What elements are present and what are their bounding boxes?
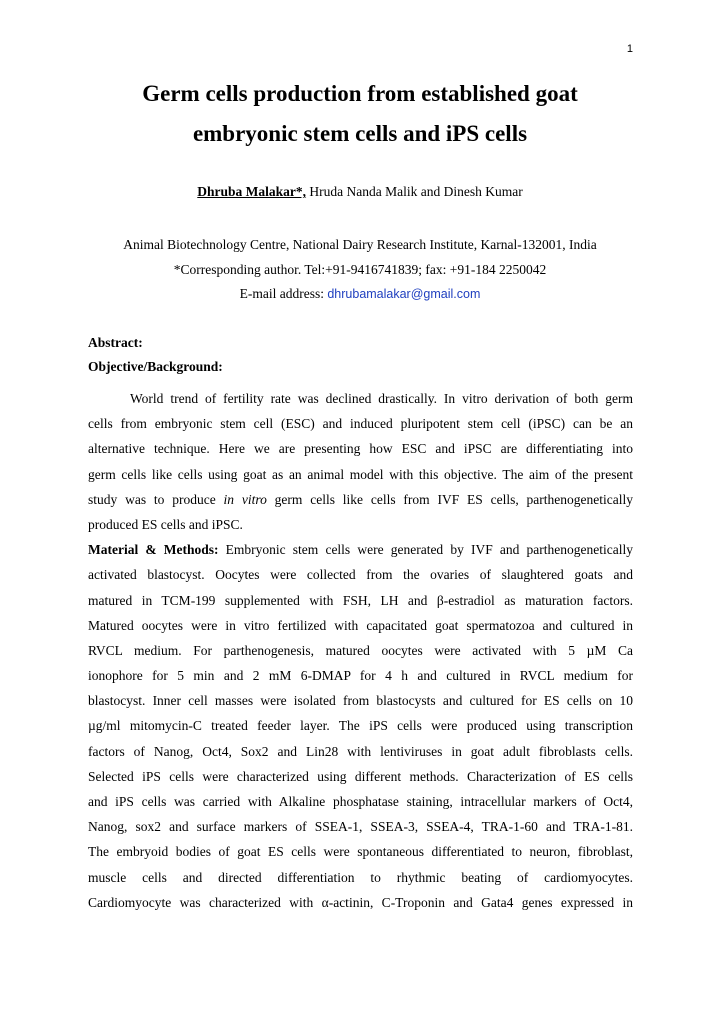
objective-line: germ cells like cells using goat as an animal model with this objective. The aim of the present xyxy=(88,466,633,482)
lead-author: Dhruba Malakar*, xyxy=(197,184,307,199)
methods-line: Matured oocytes were in vitro fertilized with capacitated goat spermatozoa and cultured in xyxy=(88,617,633,633)
objective-heading: Objective/Background: xyxy=(88,359,223,374)
methods-line: The embryoid bodies of goat ES cells were spontaneous differentiated to neuron, fibroblast, xyxy=(88,844,633,860)
methods-line: RVCL medium. For parthenogenesis, matured oocytes were activated with 5 µM Ca xyxy=(88,642,633,658)
objective-line: World trend of fertility rate was declined drastically. In vitro derivation of both germ xyxy=(130,391,633,406)
methods-line: Cardiomyocyte was characterized with α-actinin, C-Troponin and Gata4 genes expressed in xyxy=(88,894,633,910)
objective-line: produced ES cells and iPSC. xyxy=(88,516,243,532)
methods-line: ionophore for 5 min and 2 mM 6-DMAP for 4 h and cultured in RVCL medium for xyxy=(88,668,633,684)
title-line-2: embryonic stem cells and iPS cells xyxy=(192,121,528,146)
methods-line: activated blastocyst. Oocytes were collected from the ovaries of slaughtered goats and xyxy=(88,567,633,583)
methods-line: Selected iPS cells were characterized using different methods. Characterization of ES cells xyxy=(88,768,633,784)
methods-heading: Material & Methods: xyxy=(88,542,219,558)
title-line-1: Germ cells production from established goat xyxy=(142,81,578,106)
methods-line xyxy=(88,537,633,562)
author-list xyxy=(0,184,720,200)
methods-first-text: Embryonic stem cells were generated by IVF and parthenogenetically xyxy=(218,542,633,558)
in-vitro-italic: in vitro xyxy=(223,491,267,507)
objective-line: cells from embryonic stem cell (ESC) and induced pluripotent stem cell (iPSC) can be an xyxy=(88,416,633,432)
email-line xyxy=(0,282,720,307)
methods-line: Nanog, sox2 and surface markers of SSEA-1, SSEA-3, SSEA-4, TRA-1-60 and TRA-1-81. xyxy=(88,819,633,835)
methods-line: and iPS cells was carried with Alkaline phosphatase staining, intracellular markers of Oct4, xyxy=(88,794,633,809)
objective-line-post: germ cells like cells from IVF ES cells, parthenogenetically xyxy=(266,491,634,507)
co-authors: Hruda Nanda Malik and Dinesh Kumar xyxy=(306,184,523,199)
abstract-heading: Abstract: xyxy=(88,335,143,350)
page-number: 1 xyxy=(626,43,633,55)
affiliation-institute: Animal Biotechnology Centre, National Dairy Research Institute, Karnal-132001, India xyxy=(123,237,597,252)
objective-line xyxy=(88,487,633,512)
email-label: E-mail address: xyxy=(239,286,328,301)
objective-line-pre: study was to produce xyxy=(88,491,224,507)
abstract-body xyxy=(88,386,633,915)
methods-line: µg/ml mitomycin-C treated feeder layer. The iPS cells were produced using transcription xyxy=(88,718,633,734)
corresponding-author: *Corresponding author. Tel:+91-9416741839; fax: +91-184 2250042 xyxy=(173,261,547,277)
email-link[interactable]: dhrubamalakar@gmail.com xyxy=(327,287,481,301)
paper-title xyxy=(0,74,720,154)
objective-line: alternative technique. Here we are presenting how ESC and iPSC are differentiating into xyxy=(88,441,633,457)
methods-line: blastocyst. Inner cell masses were isolated from blastocysts and cultured for ES cells on 10 xyxy=(88,693,633,709)
affiliation-block xyxy=(0,233,720,307)
methods-line: muscle cells and directed differentiation to rhythmic beating of cardiomyocytes. xyxy=(88,869,633,885)
methods-line: factors of Nanog, Oct4, Sox2 and Lin28 with lentiviruses in goat adult fibroblasts cells. xyxy=(88,743,633,759)
methods-line: matured in TCM-199 supplemented with FSH, LH and β-estradiol as maturation factors. xyxy=(88,592,633,608)
